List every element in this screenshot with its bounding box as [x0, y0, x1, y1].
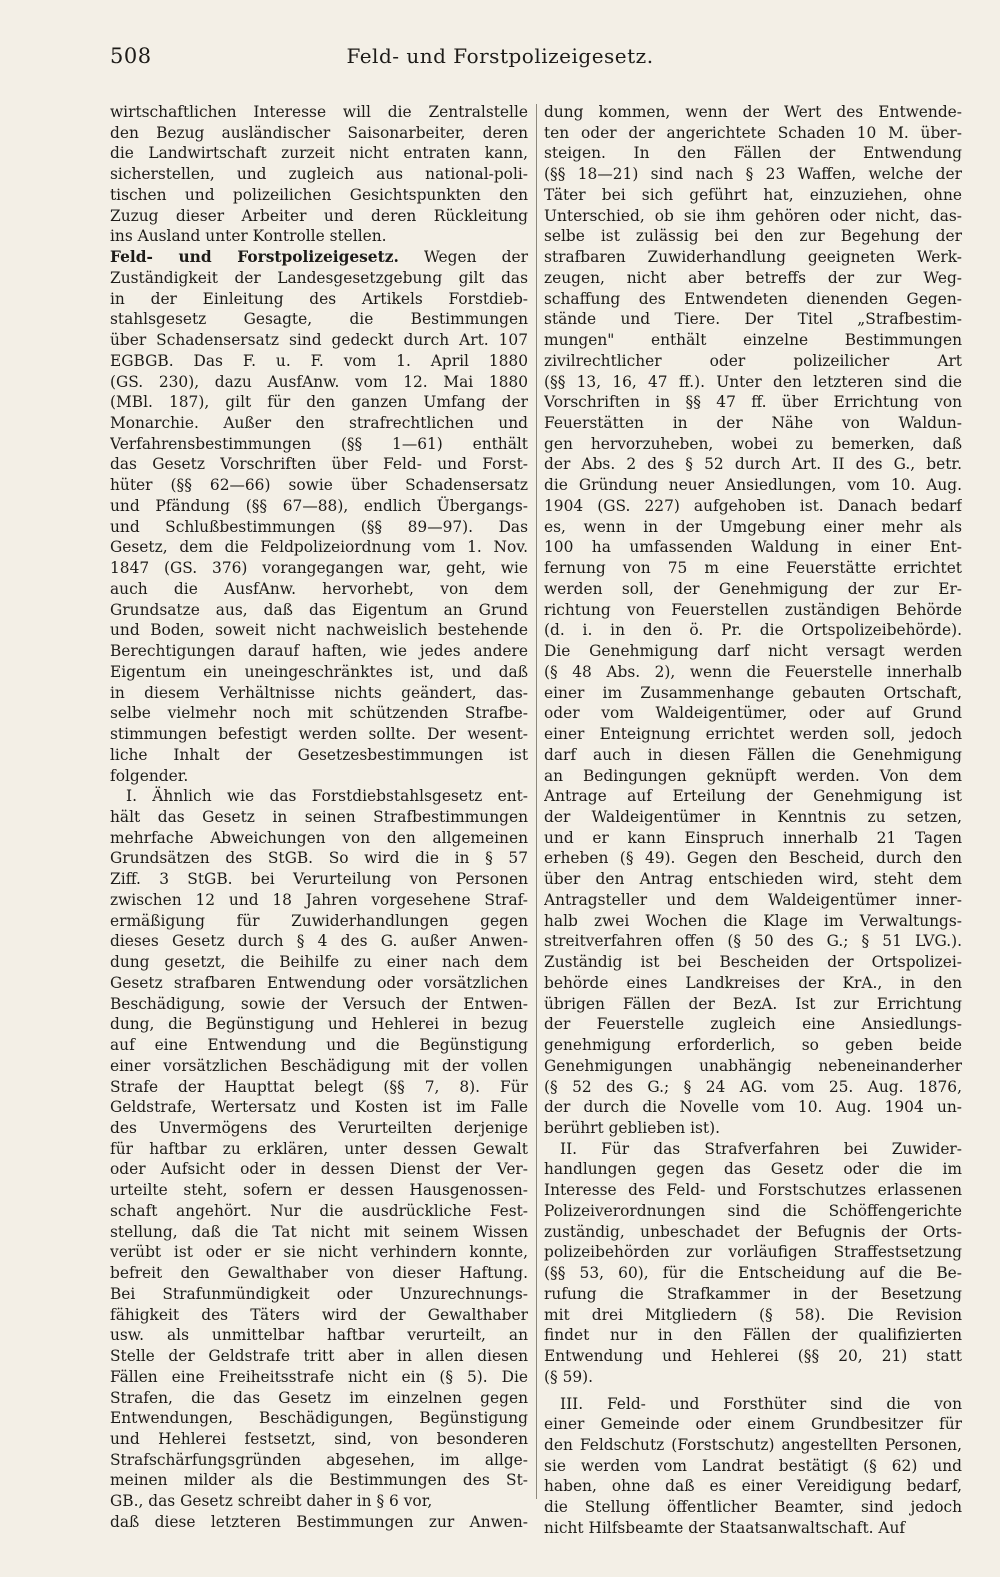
text-line: zwischen 12 und 18 Jahren vorgesehene Straf- [110, 890, 528, 909]
text-line: Antragsteller und dem Waldeigentümer inner- [544, 890, 962, 909]
text-line: nicht Hilfsbeamte der Staatsanwaltschaft. Auf [544, 1518, 906, 1537]
text-line: Monarchie. Außer den strafrechtlichen und [110, 414, 528, 433]
text-line: daß diese letzteren Bestimmungen zur Anwen- [110, 1512, 528, 1531]
text-line: stahlsgesetz Gesagte, die Bestimmungen [110, 310, 528, 329]
text-run: Wegen der [398, 248, 528, 267]
text-line: erheben (§ 49). Gegen den Bescheid, durch den [544, 849, 962, 868]
text-line: oder Aufsicht oder in dessen Dienst der Ver- [110, 1160, 528, 1179]
text-line: und Schlußbestimmungen (§§ 89—97). Das [110, 517, 528, 536]
text-line: für haftbar zu erklären, unter dessen Gewalt [110, 1139, 528, 1158]
text-line: I. Ähnlich wie das Forstdiebstahlsgesetz ent- [126, 787, 528, 806]
text-line: dieses Gesetz durch § 4 des G. außer Anwen- [110, 932, 528, 951]
text-line: hält das Gesetz in seinen Strafbestimmungen [110, 807, 528, 826]
text-line: und er kann Einspruch innerhalb 21 Tagen [544, 828, 962, 847]
text-line: Interesse des Feld- und Forstschutzes erlassenen [544, 1181, 962, 1200]
text-line: es, wenn in der Umgebung einer mehr als [544, 517, 962, 536]
text-line: ins Ausland unter Kontrolle stellen. [110, 227, 387, 246]
text-line: (GS. 230), dazu AusfAnw. vom 12. Mai 1880 [110, 372, 528, 391]
text-line: Beschädigung, sowie der Versuch der Entwen- [110, 994, 528, 1013]
text-line: Strafschärfungsgründen abgesehen, im allge- [110, 1450, 528, 1469]
text-line: befreit den Gewalthaber von dieser Haftung. [110, 1264, 528, 1283]
text-line: mehrfache Abweichungen von den allgemeinen [110, 828, 528, 847]
text-line: Genehmigungen unabhängig nebeneinanderher [544, 1056, 962, 1075]
text-line: Vorschriften in §§ 47 ff. über Errichtung von [544, 393, 962, 412]
text-line: Zuständig ist bei Bescheiden der Ortspolizei- [544, 953, 962, 972]
text-line: Grundsätzen des StGB. So wird die in § 57 [110, 849, 528, 868]
text-line: zuständig, unbeschadet der Befugnis der Orts- [544, 1222, 962, 1241]
text-line: richtung von Feuerstellen zuständigen Behörde [544, 600, 962, 619]
text-line: fähigkeit des Täters wird der Gewalthaber [110, 1305, 528, 1324]
text-line: des Unvermögens des Verurteilten derjenige [110, 1118, 528, 1137]
text-line: stellung, daß die Tat nicht mit seinem Wissen [110, 1222, 528, 1241]
text-line: Zuständigkeit der Landesgesetzgebung gilt das [110, 268, 528, 287]
text-line: hüter (§§ 62—66) sowie über Schadensersatz [110, 476, 528, 495]
section-heading: Feld- und Forstpolizeigesetz. [110, 248, 399, 267]
text-line: mungen" enthält einzelne Bestimmungen [544, 331, 962, 350]
text-line: Berechtigungen darauf haften, wie jedes andere [110, 642, 528, 661]
text-line: berührt geblieben ist). [544, 1118, 721, 1137]
text-line: darf auch in diesen Fällen die Genehmigung [544, 745, 962, 764]
text-line: über den Antrag entschieden wird, steht dem [544, 870, 962, 889]
text-line: Zuzug dieser Arbeiter und deren Rückleitung [110, 206, 528, 225]
text-line: (§ 48 Abs. 2), wenn die Feuerstelle innerhalb [544, 662, 962, 681]
text-line: der durch die Novelle vom 10. Aug. 1904 un- [544, 1098, 962, 1117]
text-line: gen hervorzuheben, wobei zu bemerken, daß [544, 434, 962, 453]
text-line: 100 ha umfassenden Waldung in einer Ent- [544, 538, 962, 557]
text-line: einer Enteignung errichtet werden soll, jedoch [544, 725, 962, 744]
text-line: die Gründung neuer Ansiedlungen, vom 10. Aug. [544, 476, 962, 495]
text-line: Ziff. 3 StGB. bei Verurteilung von Personen [110, 870, 528, 889]
text-line: findet nur in den Fällen der qualifizierten [544, 1326, 962, 1345]
text-line: sie werden vom Landrat bestätigt (§ 62) und [544, 1456, 962, 1475]
text-line: urteilte steht, sofern er dessen Hausgenossen- [110, 1181, 528, 1200]
page-number: 508 [110, 44, 152, 68]
text-line: rufung die Strafkammer in der Besetzung [544, 1284, 962, 1303]
column-divider [536, 104, 537, 1499]
text-line: Feuerstätten in der Nähe von Waldun- [544, 414, 962, 433]
text-line: selbe ist zulässig bei den zur Begehung der [544, 227, 962, 246]
text-line: oder vom Waldeigentümer, oder auf Grund [544, 704, 962, 723]
text-line: die Stellung öffentlicher Beamter, sind jedoch [544, 1498, 962, 1517]
text-line: der Abs. 2 des § 52 durch Art. II des G., betr. [544, 455, 962, 474]
text-line: fernung von 75 m eine Feuerstätte errichtet [544, 559, 962, 578]
text-line: Die Genehmigung darf nicht versagt werden [544, 642, 962, 661]
text-line: dung gesetzt, die Beihilfe zu einer nach dem [110, 953, 528, 972]
text-line: Strafe der Haupttat belegt (§§ 7, 8). Für [110, 1077, 528, 1096]
text-line: usw. als unmittelbar haftbar verurteilt, an [110, 1326, 528, 1345]
text-line: einer Gemeinde oder einem Grundbesitzer für [544, 1415, 962, 1434]
text-line: halb zwei Wochen die Klage im Verwaltungs- [544, 911, 962, 930]
text-line: Bei Strafunmündigkeit oder Unzurechnungs- [110, 1284, 528, 1303]
text-line: stände und Tiere. Der Titel „Strafbestim- [544, 310, 962, 329]
text-line: sicherstellen, und zugleich aus national-poli- [110, 165, 528, 184]
text-line: Täter bei sich geführt hat, einzuziehen, ohne [544, 185, 962, 204]
right-text-column [544, 102, 962, 1539]
text-line: einer vorsätzlichen Beschädigung mit der vollen [110, 1056, 528, 1075]
text-line: und Hehlerei festsetzt, sind, von besonderen [110, 1430, 528, 1448]
text-line: Stelle der Geldstrafe tritt aber in allen diesen [110, 1347, 528, 1366]
text-line: den Feldschutz (Forstschutz) angestellten Personen, [544, 1436, 962, 1454]
text-line: Unterschied, ob sie ihm gehören oder nicht, das- [544, 206, 962, 225]
text-line: Geldstrafe, Wertersatz und Kosten ist im Falle [110, 1098, 528, 1117]
text-line: haben, ohne daß es einer Vereidigung bedarf, [544, 1477, 962, 1496]
text-line: (MBl. 187), gilt für den ganzen Umfang der [110, 393, 528, 412]
text-line: (d. i. in den ö. Pr. die Ortspolizeibehörde). [544, 621, 962, 640]
text-line: Eigentum ein uneingeschränktes ist, und daß [110, 662, 528, 681]
text-line: zivilrechtlicher oder polizeilicher Art [544, 351, 962, 370]
text-line: stimmungen befestigt werden sollte. Der wesent- [110, 725, 528, 744]
text-line: schaft angehört. Nur die ausdrückliche Fest- [110, 1201, 528, 1220]
text-line: (§ 52 des G.; § 24 AG. vom 25. Aug. 1876, [544, 1077, 962, 1096]
text-line: 1847 (GS. 376) vorangegangen war, geht, wie [110, 559, 528, 578]
text-line: handlungen gegen das Gesetz oder die im [544, 1160, 962, 1179]
running-head: Feld- und Forstpolizeigesetz. [346, 44, 654, 68]
text-line: das Gesetz Vorschriften über Feld- und Forst- [110, 455, 528, 474]
text-line: behörde eines Landkreises der KrA., in den [544, 973, 962, 992]
text-line: Verfahrensbestimmungen (§§ 1—61) enthält [110, 434, 528, 453]
text-line: der Waldeigentümer in Kenntnis zu setzen, [544, 807, 962, 826]
text-line: folgender. [110, 766, 189, 785]
text-line: zeugen, nicht aber betreffs der zur Weg- [544, 268, 962, 287]
text-line: werden soll, der Genehmigung der zur Er- [544, 579, 962, 598]
text-line: auch die AusfAnw. hervorhebt, von dem [110, 579, 528, 598]
text-line: verübt ist oder er sie nicht verhindern konnte, [110, 1243, 528, 1262]
text-line: GB., das Gesetz schreibt daher in § 6 vor, [110, 1492, 433, 1511]
text-line: Gesetz strafbaren Entwendung oder vorsätzlichen [110, 973, 528, 992]
text-line: 1904 (GS. 227) aufgehoben ist. Danach bedarf [544, 496, 962, 515]
page-header [110, 44, 890, 78]
text-line: Strafen, die das Gesetz im einzelnen gegen [110, 1388, 528, 1407]
text-line: die Landwirtschaft zurzeit nicht entraten kann, [110, 144, 528, 163]
text-line: Gesetz, dem die Feldpolizeiordnung vom 1. Nov. [110, 538, 528, 557]
text-line: schaffung des Entwendeten dienenden Gegen- [544, 289, 962, 308]
text-line: auf eine Entwendung und die Begünstigung [110, 1036, 528, 1055]
text-line: Entwendungen, Beschädigungen, Begünstigung [110, 1409, 528, 1428]
text-line: tischen und polizeilichen Gesichtspunkten den [110, 185, 528, 204]
text-line: polizeibehörden zur vorläufigen Straffestsetzung [544, 1243, 962, 1262]
text-line: streitverfahren offen (§ 50 des G.; § 51 LVG.). [544, 932, 962, 951]
text-line: EGBGB. Das F. u. F. vom 1. April 1880 [110, 351, 528, 370]
text-line [110, 247, 528, 268]
text-line: Fällen eine Freiheitsstrafe nicht ein (§ 5). Die [110, 1367, 528, 1386]
text-line: (§§ 13, 16, 47 ff.). Unter den letzteren sind die [544, 372, 962, 391]
text-line: an Bedingungen geknüpft werden. Von dem [544, 766, 962, 785]
text-line: über Schadensersatz sind gedeckt durch Art. 107 [110, 331, 528, 350]
text-line: in der Einleitung des Artikels Forstdieb- [110, 289, 528, 308]
text-line: wirtschaftlichen Interesse will die Zentralstelle [110, 103, 528, 121]
text-line: steigen. In den Fällen der Entwendung [544, 144, 962, 163]
text-line: (§§ 53, 60), für die Entscheidung auf die Be- [544, 1264, 962, 1283]
text-line: selbe vielmehr noch mit schützenden Strafbe- [110, 704, 528, 723]
text-line: III. Feld- und Forsthüter sind die von [560, 1394, 962, 1413]
text-line: (§§ 18—21) sind nach § 23 Waffen, welche der [544, 165, 962, 184]
text-line: dung kommen, wenn der Wert des Entwende- [544, 103, 962, 121]
text-line: genehmigung erforderlich, so geben beide [544, 1036, 962, 1055]
text-line: einer im Zusammenhange gebauten Ortschaft, [544, 683, 962, 702]
text-line: Entwendung und Hehlerei (§§ 20, 21) statt [544, 1347, 962, 1366]
text-line: (§ 59). [544, 1367, 594, 1386]
text-line: ermäßigung für Zuwiderhandlungen gegen [110, 911, 528, 930]
text-line: strafbaren Zuwiderhandlung geeigneten Werk- [544, 248, 962, 267]
text-line: II. Für das Strafverfahren bei Zuwider- [560, 1139, 962, 1158]
left-text-column [110, 102, 528, 1533]
text-line: und Pfändung (§§ 67—88), endlich Übergangs- [110, 496, 528, 515]
text-line: meinen milder als die Bestimmungen des St- [110, 1471, 528, 1490]
text-line: Antrage auf Erteilung der Genehmigung ist [544, 787, 962, 806]
text-line: mit drei Mitgliedern (§ 58). Die Revision [544, 1305, 962, 1324]
text-line: übrigen Fällen der BezA. Ist zur Errichtung [544, 994, 962, 1013]
text-line: der Feuerstelle zugleich eine Ansiedlungs- [544, 1015, 962, 1034]
text-line: Grundsatze aus, daß das Eigentum an Grund [110, 600, 528, 619]
text-line: den Bezug ausländischer Saisonarbeiter, deren [110, 123, 528, 142]
text-line: und Boden, soweit nicht nachweislich bestehende [110, 621, 528, 640]
text-line: ten oder der angerichtete Schaden 10 M. über- [544, 123, 962, 142]
text-line: dung, die Begünstigung und Hehlerei in bezug [110, 1015, 528, 1034]
text-line: in diesem Verhältnisse nichts geändert, das- [110, 683, 528, 702]
text-line: liche Inhalt der Gesetzesbestimmungen ist [110, 745, 528, 764]
text-line: Polizeiverordnungen sind die Schöffengerichte [544, 1201, 962, 1220]
